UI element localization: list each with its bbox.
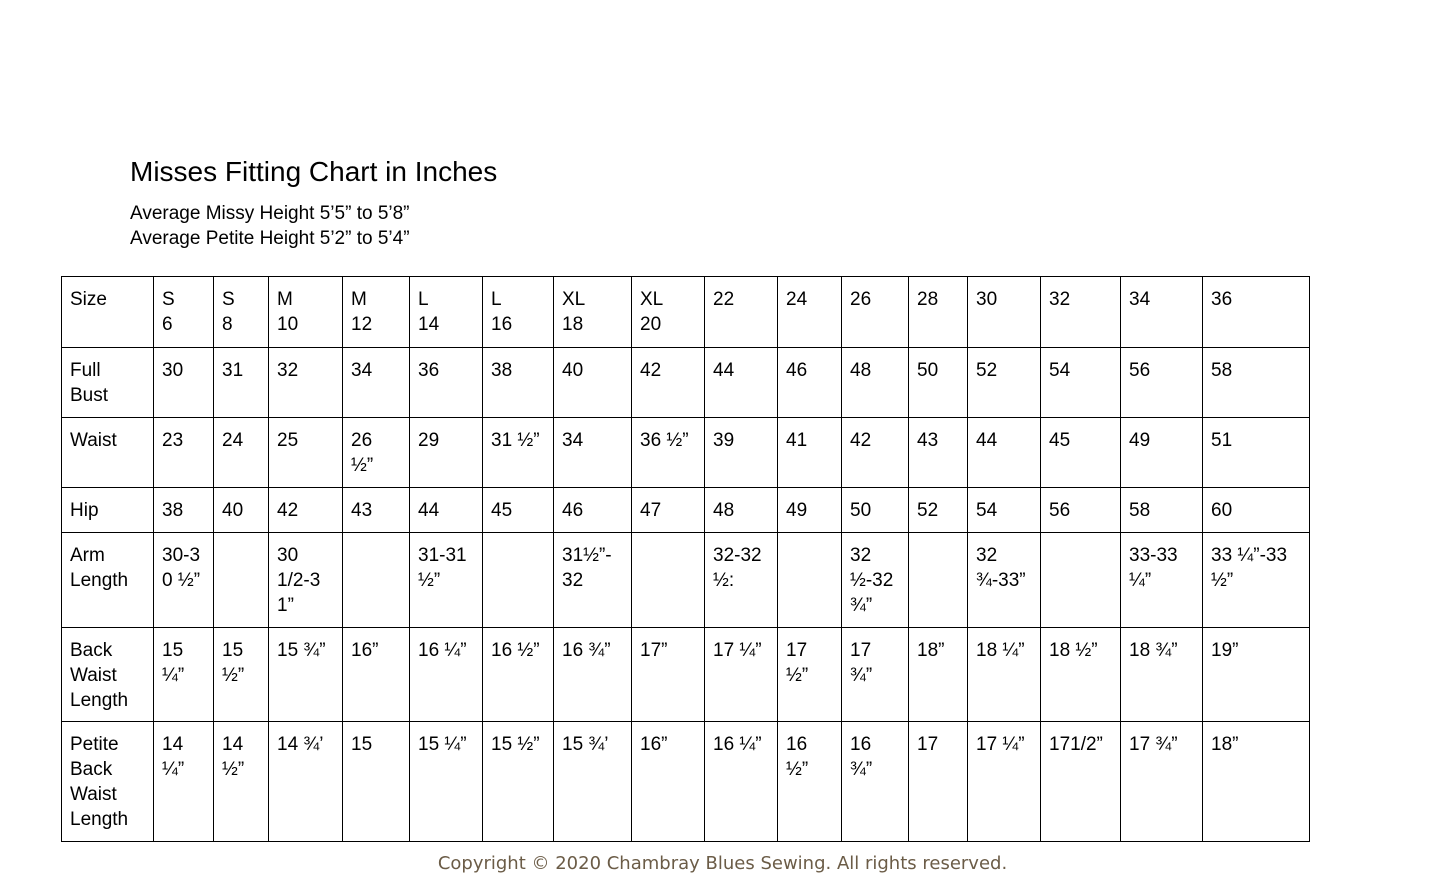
cell-text-line: 32 [562,570,584,591]
cell-text-line: 16” [351,640,379,661]
table-cell [214,277,269,348]
cell-text-line: 49 [1129,430,1151,451]
cell-text-line: 48 [713,500,735,521]
cell-text-line: 16” [640,734,668,755]
cell-text-line: ¾-33” [976,570,1026,591]
cell-text-line: 43 [351,500,373,521]
row-header-cell [62,722,154,842]
table-cell [269,348,343,418]
cell-text-line: ½” [222,665,245,686]
table-cell [968,533,1041,628]
cell-text-line: 10 [277,314,299,335]
cell-text-line: 41 [786,430,808,451]
cell-text-line: 44 [713,360,735,381]
cell-text-line: 30 [976,289,998,310]
table-cell [778,488,842,533]
table-cell [1041,722,1121,842]
table-cell [554,628,632,722]
cell-text-line: 24 [786,289,808,310]
table-row [62,277,1310,348]
cell-text-line: ½” [786,759,809,780]
table-cell [410,418,483,488]
missy-height-note: Average Missy Height 5’5” to 5’8” [130,203,410,224]
table-cell [343,277,410,348]
table-cell [154,348,214,418]
table-cell [343,533,410,628]
cell-text-line: XL [562,289,586,310]
cell-text-line: 15 ¾’ [562,734,609,755]
cell-text-line: 24 [222,430,244,451]
cell-text-line: Size [70,289,107,310]
cell-text-line: 54 [1049,360,1071,381]
cell-text-line: 31 ½” [491,430,540,451]
table-cell [1041,348,1121,418]
table-cell [410,722,483,842]
cell-text-line: 33 ¼”-33 [1211,545,1288,566]
cell-text-line: 18 ½” [1049,640,1098,661]
table-cell [968,722,1041,842]
cell-text-line: 32 [277,360,299,381]
cell-text-line: M [351,289,367,310]
cell-text-line: 34 [351,360,373,381]
cell-text-line: 15 [351,734,373,755]
table-cell [554,722,632,842]
table-cell [483,418,554,488]
table-cell [632,277,705,348]
cell-text-line: 12 [351,314,373,335]
table-cell [154,277,214,348]
table-cell [778,277,842,348]
table-cell [909,348,968,418]
table-cell [554,418,632,488]
table-cell [1203,348,1310,418]
table-cell [778,348,842,418]
cell-text-line: 16 [491,314,513,335]
chart-title: Misses Fitting Chart in Inches [130,156,498,187]
cell-text-line: 33-33 [1129,545,1178,566]
table-cell [909,628,968,722]
table-cell [1121,533,1203,628]
cell-text-line: 23 [162,430,184,451]
cell-text-line: Waist [70,784,117,805]
cell-text-line: 54 [976,500,998,521]
table-cell [483,277,554,348]
cell-text-line: Length [70,570,129,591]
row-header-cell [62,348,154,418]
fitting-chart-table [61,276,1310,842]
cell-text-line: 42 [277,500,299,521]
cell-text-line: 0 ½” [162,570,201,591]
cell-text-line: ¼” [162,665,185,686]
cell-text-line: S [222,289,235,310]
cell-text-line: 26 [850,289,872,310]
table-cell [909,488,968,533]
cell-text-line: Length [70,690,129,711]
table-cell [554,533,632,628]
cell-text-line: 25 [277,430,299,451]
cell-text-line: 1/2-3 [277,570,321,591]
cell-text-line: 31 [222,360,244,381]
table-cell [968,348,1041,418]
table-cell [1041,488,1121,533]
table-cell [554,488,632,533]
cell-text-line: ½” [1211,570,1234,591]
cell-text-line: ½” [351,455,374,476]
cell-text-line: 8 [222,314,233,335]
cell-text-line: 42 [850,430,872,451]
cell-text-line: 58 [1129,500,1151,521]
cell-text-line: ½” [786,665,809,686]
table-cell [1203,628,1310,722]
cell-text-line: ½-32 [850,570,894,591]
cell-text-line: 15 ½” [491,734,540,755]
table-cell [343,348,410,418]
cell-text-line: 38 [491,360,513,381]
row-header-cell [62,533,154,628]
cell-text-line: 39 [713,430,735,451]
table-cell [632,348,705,418]
table-cell [1041,628,1121,722]
table-cell [214,722,269,842]
table-cell [483,348,554,418]
table-cell [842,722,909,842]
cell-text-line: 49 [786,500,808,521]
cell-text-line: 32-32 [713,545,762,566]
cell-text-line: 45 [491,500,513,521]
cell-text-line: 48 [850,360,872,381]
cell-text-line: 6 [162,314,173,335]
table-cell [632,418,705,488]
table-cell [842,488,909,533]
table-cell [214,488,269,533]
table-cell [705,628,778,722]
table-cell [410,277,483,348]
cell-text-line: ½” [222,759,245,780]
cell-text-line: 51 [1211,430,1233,451]
cell-text-line: 30 [162,360,184,381]
cell-text-line: 60 [1211,500,1233,521]
cell-text-line: 15 [162,640,184,661]
cell-text-line: 43 [917,430,939,451]
table-cell [632,533,705,628]
table-cell [842,533,909,628]
cell-text-line: ¼” [162,759,185,780]
table-cell [909,722,968,842]
table-cell [778,533,842,628]
table-cell [154,722,214,842]
cell-text-line: 22 [713,289,735,310]
cell-text-line: 16 ½” [491,640,540,661]
table-cell [909,418,968,488]
cell-text-line: Back [70,759,113,780]
cell-text-line: 31-31 [418,545,467,566]
cell-text-line: 36 [418,360,440,381]
table-cell [154,533,214,628]
table-cell [483,628,554,722]
cell-text-line: 15 [222,640,244,661]
cell-text-line: 17 ¼” [976,734,1025,755]
table-cell [410,533,483,628]
cell-text-line: ½: [713,570,735,591]
cell-text-line: 16 ¾” [562,640,611,661]
table-cell [214,418,269,488]
cell-text-line: 42 [640,360,662,381]
cell-text-line: 171/2” [1049,734,1103,755]
table-row [62,533,1310,628]
table-cell [269,488,343,533]
table-cell [1203,418,1310,488]
cell-text-line: 14 ¾’ [277,734,324,755]
table-cell [154,418,214,488]
cell-text-line: ¾” [850,759,873,780]
cell-text-line: 26 [351,430,373,451]
table-row [62,348,1310,418]
table-cell [214,348,269,418]
table-cell [1203,533,1310,628]
cell-text-line: 52 [917,500,939,521]
table-cell [410,488,483,533]
row-header-cell [62,277,154,348]
table-row [62,488,1310,533]
table-cell [909,277,968,348]
table-cell [778,418,842,488]
cell-text-line: 30-3 [162,545,201,566]
cell-text-line: Arm [70,545,105,566]
table-cell [154,488,214,533]
cell-text-line: 17 ¾” [1129,734,1178,755]
cell-text-line: 36 ½” [640,430,689,451]
cell-text-line: 15 ¼” [418,734,467,755]
cell-text-line: ¾” [850,665,873,686]
cell-text-line: 30 [277,545,299,566]
table-row [62,628,1310,722]
cell-text-line: 50 [917,360,939,381]
table-cell [154,628,214,722]
table-cell [705,722,778,842]
table-cell [269,533,343,628]
cell-text-line: 58 [1211,360,1233,381]
cell-text-line: 34 [1129,289,1151,310]
table-cell [1121,418,1203,488]
row-header-cell [62,628,154,722]
table-cell [1203,722,1310,842]
copyright-notice: Copyright © 2020 Chambray Blues Sewing. All rights reserved. [437,853,1008,874]
cell-text-line: 44 [976,430,998,451]
cell-text-line: 14 [222,734,244,755]
cell-text-line: 40 [562,360,584,381]
table-cell [269,277,343,348]
table-cell [343,722,410,842]
cell-text-line: 17” [640,640,668,661]
cell-text-line: 28 [917,289,939,310]
table-cell [343,418,410,488]
cell-text-line: Waist [70,665,117,686]
cell-text-line: 20 [640,314,662,335]
cell-text-line: 14 [162,734,184,755]
table-cell [632,488,705,533]
table-cell [968,418,1041,488]
cell-text-line: 17 [850,640,872,661]
cell-text-line: 56 [1049,500,1071,521]
cell-text-line: 45 [1049,430,1071,451]
cell-text-line: 17 ¼” [713,640,762,661]
table-cell [483,722,554,842]
table-cell [269,722,343,842]
cell-text-line: 16 [786,734,808,755]
cell-text-line: M [277,289,293,310]
cell-text-line: Petite [70,734,119,755]
cell-text-line: 32 [1049,289,1071,310]
cell-text-line: L [491,289,502,310]
table-cell [705,348,778,418]
table-cell [1041,418,1121,488]
cell-text-line: 29 [418,430,440,451]
cell-text-line: 18 ¼” [976,640,1025,661]
cell-text-line: 36 [1211,289,1233,310]
cell-text-line: 18 ¾” [1129,640,1178,661]
cell-text-line: 1” [277,595,294,616]
cell-text-line: 17 [917,734,939,755]
cell-text-line: 56 [1129,360,1151,381]
table-cell [1203,488,1310,533]
cell-text-line: 32 [976,545,998,566]
petite-height-note: Average Petite Height 5’2” to 5’4” [130,228,410,249]
table-cell [214,533,269,628]
table-cell [343,488,410,533]
table-cell [1121,348,1203,418]
cell-text-line: S [162,289,175,310]
table-cell [968,488,1041,533]
table-cell [632,628,705,722]
cell-text-line: Waist [70,430,117,451]
table-cell [1041,277,1121,348]
cell-text-line: 16 ¼” [418,640,467,661]
table-cell [1203,277,1310,348]
table-cell [1121,277,1203,348]
cell-text-line: 17 [786,640,808,661]
cell-text-line: Back [70,640,113,661]
table-cell [410,628,483,722]
table-cell [842,277,909,348]
cell-text-line: 14 [418,314,440,335]
table-cell [778,628,842,722]
table-cell [410,348,483,418]
cell-text-line: 52 [976,360,998,381]
cell-text-line: 31½”- [562,545,612,566]
table-cell [483,488,554,533]
cell-text-line: Length [70,809,129,830]
table-cell [554,277,632,348]
cell-text-line: 19” [1211,640,1239,661]
table-cell [343,628,410,722]
row-header-cell [62,418,154,488]
cell-text-line: 44 [418,500,440,521]
table-cell [968,628,1041,722]
table-cell [705,533,778,628]
table-cell [1041,533,1121,628]
cell-text-line: L [418,289,429,310]
table-cell [778,722,842,842]
table-cell [705,277,778,348]
table-cell [909,533,968,628]
table-cell [269,418,343,488]
cell-text-line: 40 [222,500,244,521]
cell-text-line: Bust [70,385,109,406]
cell-text-line: Hip [70,500,99,521]
cell-text-line: ½” [418,570,441,591]
cell-text-line: 16 [850,734,872,755]
table-row [62,722,1310,842]
table-cell [632,722,705,842]
table-cell [842,348,909,418]
table-cell [705,488,778,533]
table-cell [842,628,909,722]
cell-text-line: 18 [562,314,584,335]
cell-text-line: ¾” [850,595,873,616]
cell-text-line: 46 [786,360,808,381]
table-cell [269,628,343,722]
table-row [62,418,1310,488]
row-header-cell [62,488,154,533]
table-cell [1121,628,1203,722]
table-cell [842,418,909,488]
cell-text-line: 32 [850,545,872,566]
cell-text-line: 18” [917,640,945,661]
cell-text-line: 18” [1211,734,1239,755]
cell-text-line: XL [640,289,664,310]
table-cell [968,277,1041,348]
table-cell [1121,722,1203,842]
cell-text-line: 46 [562,500,584,521]
table-cell [214,628,269,722]
cell-text-line: 50 [850,500,872,521]
table-cell [554,348,632,418]
table-cell [1121,488,1203,533]
cell-text-line: Full [70,360,101,381]
cell-text-line: 15 ¾” [277,640,326,661]
table-cell [483,533,554,628]
cell-text-line: 34 [562,430,584,451]
cell-text-line: 47 [640,500,662,521]
cell-text-line: ¼” [1129,570,1152,591]
cell-text-line: 16 ¼” [713,734,762,755]
table-cell [705,418,778,488]
cell-text-line: 38 [162,500,184,521]
